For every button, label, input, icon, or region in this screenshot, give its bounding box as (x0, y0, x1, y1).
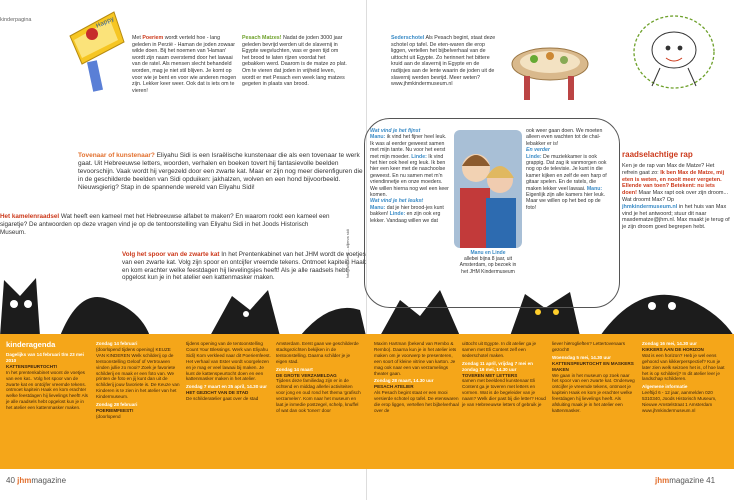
matzes-text: Pesach Matzes! Nadat de joden 3000 jaar geleden bevrijd werden uit de slavernij in Egypte wegvluchten, was er geen tijd om het brood te laten rijzen voordat het gebakken werd. Daarom is de matze zo plat. Om te vieren dat joden in vrijheid leven, wordt er met Pesach een week lang matzes gegeten in plaats van brood. (242, 35, 347, 88)
agenda-col-2: Zondag 14 februari (doorlopend tijdens opening) KEUZE VAN KINDEREN Welk schilderij op de tentoonstelling Geloof of Vertrouwen vinden jullie zo mooi? Zoek je favoriete schilderij en maak er een foto van. We printen de foto en jij kunt dan uit de schilderij jouw favoriete is. De Keuze van Kinderen is te zien in het atelier van het Kindermuseum. Zondag 28 februari POERIEMFEEST! (doorlopend (96, 341, 180, 419)
agenda-col-4: Amsterdam. Eerst gaan we geschilderde stadsgezichten bekijken in de tentoonstelling. Daarna schilder je je eigen stad. Zondag 14 maart DE GROTE VERZAMELDAG Tijdens deze familiedag zijn er in de ochtend en middag allerlei activiteiten voor jong en oud rond het thema 'grafisch verzamelen'. Kom naar het museum en laat je inmedie postzegel, schelp, knuffel of wat dan ook 'tonen' door (276, 341, 361, 413)
sederschotel-text: Sederschotel Als Pesach begint, staat deze schotel op tafel. De eten-waren die erop liggen, vertellen het bijbelverhaal van de uittocht uit Egypte. Zo herinnert het bittere kruid aan de slavernij in Egypte en de radijsjes aan de lente waarin de joden uit de slavernij werden bevrijd. Meer weten? www.jhmkindermuseum.nl (391, 35, 496, 88)
agenda-col-8: Zondag 16 mei, 14.30 uur KIKKERS AAN DE HORIZON Wat is een horizon? Heb je wel eens gehoord van kikkerperspectief? Kun je later zien welk seizoen het is, of hoe laat het is op schilderij? In dit atelier leer je landschap schilderen. Algemene informatie Leeftijd 6 - 12 jaar, aanmelden 020 5310340, Joods Historisch Museum, Nieuwe Amstelstraat 1 Amsterdam www.jhmkindermuseum.nl (642, 341, 725, 413)
rap-title: raadselachtige rap (622, 150, 693, 159)
agenda-title: kinderagenda (6, 340, 56, 349)
ratel-illustration (52, 6, 132, 106)
cat-paragraph: Volg het spoor van de zwarte kat In het Prentenkabinet van het JHM wordt de voetjes van een zwarte kat. Volg zijn spoor en ontcijfer vreemde tekens. Ontmoet kapitein Haak en kom erachter welke feestdagen hij lievelingsjes heeft! Als je alle raadsels hebt opgelost kun je in het atelier een kattenmasker maken. (122, 251, 366, 282)
children-photo (454, 130, 522, 248)
agenda-col-3: tijdens opening van de tentoonstelling Count Your Blessings. Werk van Eliyahu Sidi) Kom verkleed naar dit Poeriemfeest. Het verhaal van Ester wordt voorgelezen en je mag er veel lawaai bij maken. Je kunt de kattenspeurtocht doen en een kattenmasker maken in het atelier. Zondag 7 maart en 25 april, 14.30 uur HET GEZICHT VAN DE STAD De schilderatelier gaat over de stad (186, 341, 271, 402)
agenda-col-6: uittocht uit Egypte. In dit atelier ga je samen met Eli Content zelf een sederschotel maken. Zondag 11 april, vrijdag 7 mei en zondag 16 mei, 14.30 uur TOVEREN MET LETTERS samen met beeldend kunstenaar Eli Content ga je toveren met letters en vormen. Wat is de begeleider van je naam? Welk dier past bij die letter? Houd je van Hebreeuwse letters of gebruik je (462, 341, 546, 408)
poeriem-text: Met Poeriem wordt verteld hoe - lang geleden in Perzië - Haman de joden zowaar wilde doen. Bij het noemen van 'Haman' wordt zijn naam overstemd door het lawaai van de ratel. Als mensen slecht behandeld worden, mag je niet stil blijven. Je komt op voor wie je bent en voor wie anderen mogen zijn. Lekker keer weer. Ook dat is iets om te vieren! (132, 35, 237, 94)
rap-body: Ken je de rap van Max de Matze? Het refrein gaat zo: Ik ben Max de Matze, mij eten is weten, en nooit meer vergeten. Ellende van toen? Betekent: nu iets doen! Maar Max rapt ook over zijn droom... Wat droomt Max? Op jhmkindermuseum.nl in het huis van Max vind je het antwoord; stuur dit naar maxdematze@jhm.nl. Max maakt je terug of je zijn droom goed begrepen hebt. (622, 163, 730, 231)
camel-paragraph: Het kamelenraadsel Wat heeft een kameel met het Hebreeuwse alfabet te maken? En waarom rookt een kameel een sigaretje? De antwoorden op deze vragen vind je op de tentoonstelling van Eliyahu Sidi in het Joods Historisch Museum. (0, 213, 330, 236)
section-tag: kinderpagina (0, 17, 32, 23)
max-matze-character (612, 8, 730, 148)
agenda-col-1: Dagelijks van 14 februari t/m 23 mei 2010 KATTENSPEURTOCHT! In het prentenkabinet woont de voetjes van een kat.. Volg het spoor van de zwarte kat en ontcijfer vreemde tekens. ontmoet kapitein Haak en kom erachter welke feestdagen hij lievelings heeft! Als je alle raadsels hebt opgelost kun je in het atelier een kattenmasker maken. (6, 352, 88, 411)
art-paragraph: Tovenaar of kunstenaar? Eliyahu Sidi is een Israëlische kunstenaar die als een tovenaar te werk gaat. Uit Hebreeuwse letters, woorden, verhalen en boeken tovert hij fantasievolle beelden tevoorschijn. Vaak wordt hij vergezeld door een zwarte kat. Maar er zijn nog meer dierenfiguren die in de geschilderde beelden van Sidi opduiken: jakhalzen, wolven en een hond bijvoorbeeld. Nieuwsgierig? Stap in de spannende wereld van Eliyahu Sidi! (78, 152, 363, 191)
interview-right-text: ook weer gaan doen. We moeten alleen even wachten tot de chal-lebakker er is! En verder Linde: De muziekkamer is ook grappig. Dat zag ik vanmorgen ook nog op de televisie. Je kunt in die kamer kijken en zelf de een harp of gitaar spelen. En de ratels, die maken lekker veel lawaai. Manu: Eigenlijk zijn alle kamers hier leuk. Maar we willen op het bed op de foto! (526, 128, 607, 211)
footer-left: 40 jhmmagazine (6, 476, 67, 485)
footer-right: jhmmagazine 41 (655, 476, 716, 485)
agenda-col-7: liever hiëroglieften? Lettertovenaars gezocht! Woensdag 5 mei, 14.30 uur KATTENSPEURTOCHT EN MASKERS MAKEN We gaan in het museum op zoek naar het spoor van een zwarte kat. Onderweg ontcijfer je vreemde tekens, ontmoet je kapitein Haak en kom je erachter welke feestdagen hij lievelings heeft. Als afsluiting maak je in het atelier een kattenmasker. (552, 341, 635, 413)
photo-caption: Manu en Linde allebei bijna 8 jaar, uit Amsterdam, op bezoek in het JHM Kindermuseum (459, 250, 517, 275)
svg-text:Happy: Happy (94, 15, 116, 30)
agenda-col-5: Maxim Hartman (bekend van Rembo & Rembo). Daarna kun je in het atelier iets maken om je voorwerp te presenteren, een soort of kleine vitrine van karton. Je mag ook naar een van verzamelings theater gaan. Zondag 28 maart, 14.30 uur PESACH ATELIER Als Pesach begint staat er een mooi versierde schotel op tafel. De etenswaren die erop liggen, vertellen het bijbelverhaal over de (374, 341, 459, 413)
seder-plate-image (504, 22, 596, 110)
photo-credit: fotografie Eefje... alljerva sidi (346, 229, 350, 278)
rap-section (622, 150, 730, 231)
interview-left-text: Wat vind je het fijnst Manu: ik vind het fijner heel leuk. Ik was al eerder geweest samen met mijn tante. Nu voor het eerst met mijn moeder. Linde: Ik vind het hier ook heel erg leuk. Ik ben hier een keer met de naschoolse geweest. En nu samen met m'n vriendinnetje en onze moeders. We willen hierna nog wel een keer komen. Wat vind je het leukst Manu: dat je hier brood-jes kunt bakken! Linde: en zijn ook erg lekker. Vandaag willen we dat (370, 128, 449, 224)
